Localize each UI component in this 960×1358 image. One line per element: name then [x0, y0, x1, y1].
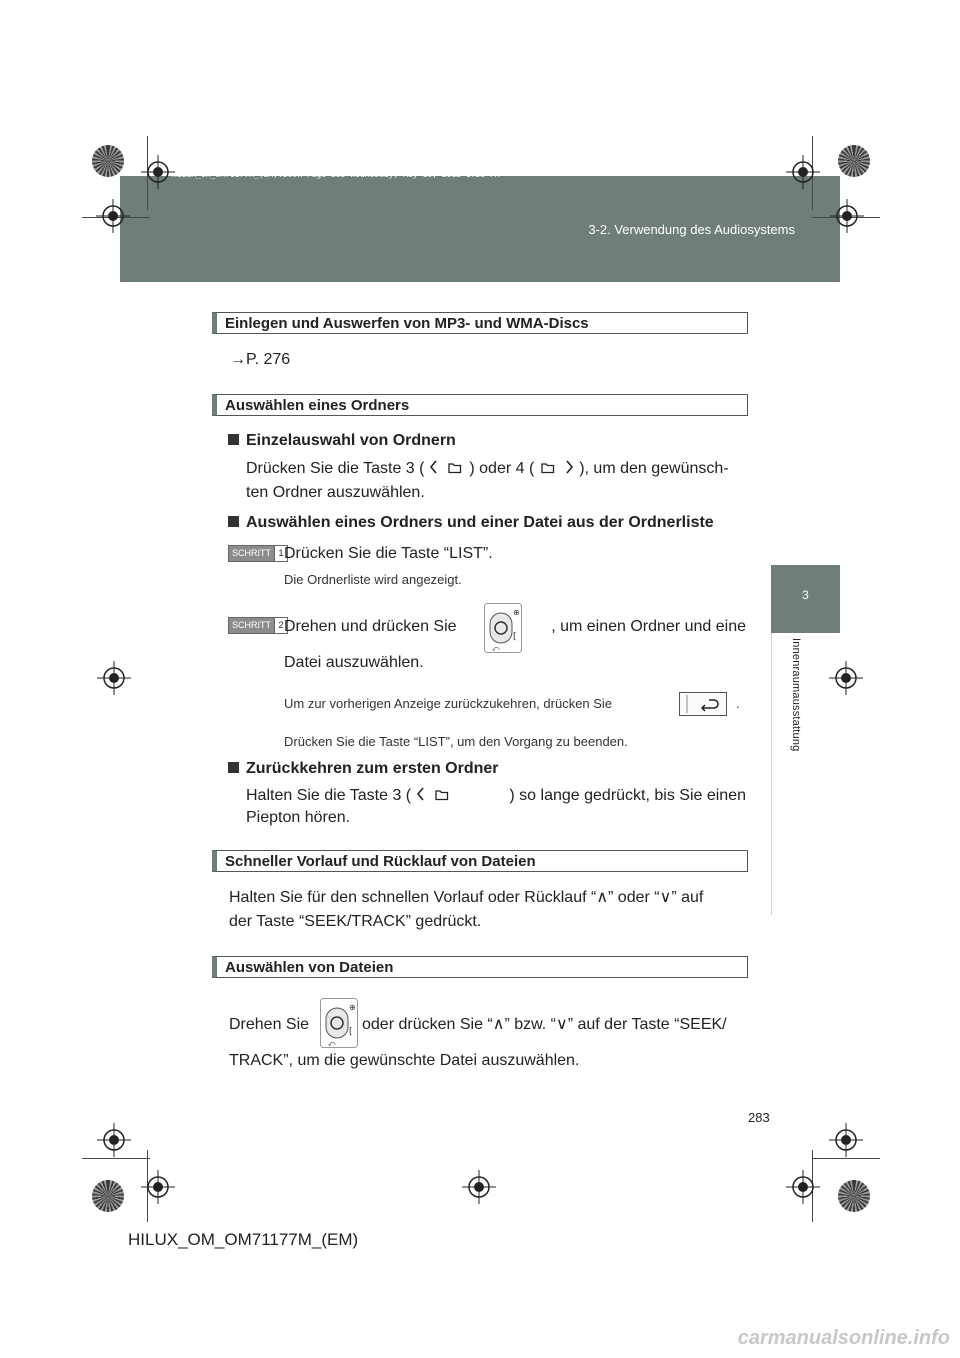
registration-mark-icon [786, 1170, 820, 1204]
star-target-icon [838, 145, 870, 177]
text-run: Um zur vorherigen Anzeige zurückzukehren, drücken Sie [284, 696, 613, 711]
section-heading-folder [212, 394, 748, 416]
folder-prev-icon [429, 459, 465, 475]
paragraph-line: Drehen Sie [229, 1016, 310, 1033]
star-target-icon [838, 1180, 870, 1212]
step-number: 2 [274, 618, 287, 633]
folder-prev-icon [416, 786, 452, 802]
step-2-note-1 [284, 696, 612, 711]
section-heading-text: Schneller Vorlauf und Rücklauf von Dateien [225, 853, 536, 870]
svg-text:⤺: ⤺ [492, 645, 500, 653]
paragraph-line: Halten Sie für den schnellen Vorlauf oder Rücklauf “∧” oder “∨” auf [229, 889, 704, 906]
registration-mark-icon [141, 155, 175, 189]
book-info-line: HILUX_OM_OM71177M_(EM).book Page 283 Wednesday, May 16, 2012 1:28 PM [172, 170, 500, 179]
section-heading-files [212, 956, 748, 978]
subheading-first-folder [228, 760, 499, 778]
step-badge-1 [228, 545, 288, 562]
text-run: ) oder 4 ( [469, 460, 535, 477]
svg-text:[: [ [513, 632, 517, 642]
text-run [246, 784, 452, 808]
section-heading-insert [212, 312, 748, 334]
registration-mark-icon [829, 1123, 863, 1157]
bullet-square-icon [228, 762, 239, 773]
folder-next-icon [539, 459, 575, 475]
watermark: carmanualsonline.info [737, 1327, 950, 1349]
star-target-icon [92, 1180, 124, 1212]
step-1-text: Drücken Sie die Taste “LIST”. [284, 545, 493, 562]
step-1-note: Die Ordnerliste wird angezeigt. [284, 572, 462, 587]
page-reference: →P. 276 [230, 351, 291, 368]
paragraph-line: Piepton hören. [246, 809, 351, 826]
paragraph-line: der Taste “SEEK/TRACK” gedrückt. [229, 913, 482, 930]
svg-text:⤺: ⤺ [328, 1040, 336, 1048]
registration-mark-icon [97, 1123, 131, 1157]
chapter-title: Innenraumausstattung [790, 638, 802, 752]
svg-text:⊕: ⊕ [513, 608, 520, 617]
crop-line [82, 1158, 150, 1159]
subheading-single-folder [228, 432, 456, 450]
subheading-text: Einzelauswahl von Ordnern [246, 432, 456, 449]
chapter-number: 3 [802, 588, 809, 602]
registration-mark-icon [829, 661, 863, 695]
step-2-note-2: Drücken Sie die Taste “LIST”, um den Vorgang zu beenden. [284, 734, 628, 749]
text-run: ), um den gewünsch- [579, 460, 729, 477]
svg-text:[: [ [349, 1027, 353, 1037]
step-number: 1 [274, 546, 287, 561]
footer-code: HILUX_OM_OM71177M_(EM) [128, 1230, 359, 1249]
paragraph-single-folder [246, 457, 729, 481]
bullet-square-icon [228, 516, 239, 527]
step-2-line: Datei auszuwählen. [284, 654, 424, 671]
text-run: Drehen und drücken Sie [284, 618, 457, 635]
paragraph-line: TRACK”, um die gewünschte Datei auszuwählen. [229, 1052, 580, 1069]
text-run: Drücken Sie die Taste 3 ( [246, 460, 425, 477]
registration-mark-icon [97, 661, 131, 695]
section-title: 3-2. Verwendung des Audiosystems [588, 222, 795, 237]
text-run: , um einen Ordner und eine [551, 618, 746, 635]
paragraph-first-folder [246, 784, 746, 808]
tune-knob-icon [320, 998, 358, 1053]
svg-text:⊕: ⊕ [349, 1003, 356, 1012]
subheading-folder-list [228, 514, 714, 532]
section-heading-text: Auswählen von Dateien [225, 959, 394, 976]
tune-knob-icon [484, 603, 522, 658]
back-button-icon [679, 692, 727, 721]
star-target-icon [92, 145, 124, 177]
paragraph-line: ten Ordner auszuwählen. [246, 484, 425, 501]
crop-line [812, 1158, 880, 1159]
section-heading-text: Auswählen eines Ordners [225, 397, 410, 414]
subheading-text: Zurückkehren zum ersten Ordner [246, 760, 499, 777]
text-run: Halten Sie die Taste 3 ( [246, 787, 412, 804]
paragraph-line: oder drücken Sie “∧” bzw. “∨” auf der Taste “SEEK/ [362, 1016, 727, 1033]
registration-mark-icon [96, 199, 130, 233]
bullet-square-icon [228, 434, 239, 445]
registration-mark-icon [786, 155, 820, 189]
registration-mark-icon [462, 1170, 496, 1204]
text-run: ) so lange gedrückt, bis Sie einen [509, 787, 746, 804]
text-run: . [736, 696, 740, 711]
subheading-text: Auswählen eines Ordners und einer Datei aus der Ordnerliste [246, 514, 714, 531]
registration-mark-icon [141, 1170, 175, 1204]
registration-mark-icon [830, 199, 864, 233]
section-heading-text: Einlegen und Auswerfen von MP3- und WMA-Discs [225, 315, 589, 332]
section-heading-seek [212, 850, 748, 872]
page-number: 283 [748, 1110, 770, 1125]
step-label: SCHRITT [229, 618, 274, 633]
step-label: SCHRITT [229, 546, 274, 561]
step-badge-2 [228, 617, 288, 634]
